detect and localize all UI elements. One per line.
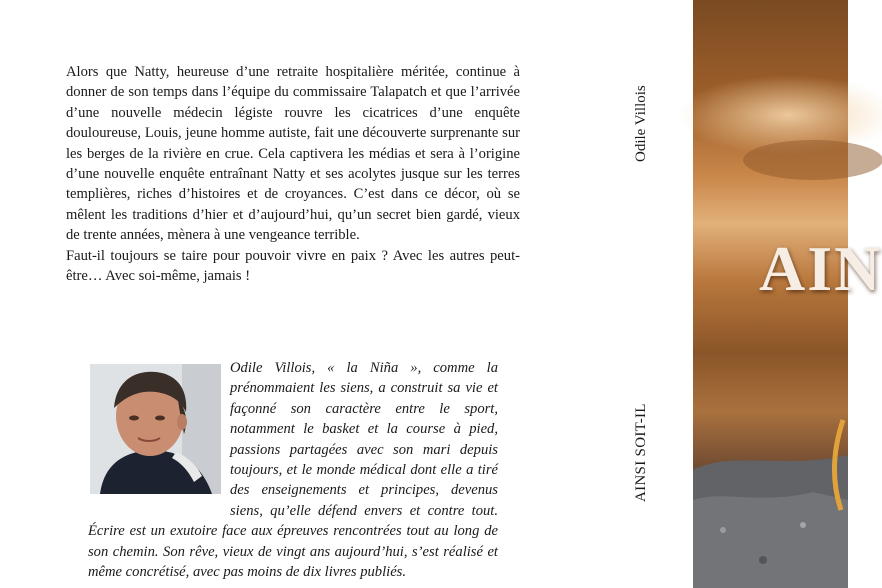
book-spine <box>600 0 693 588</box>
spine-author-text: Odile Villois <box>633 85 649 162</box>
front-cover-title: AIN <box>759 233 882 304</box>
photo-wrap-space <box>88 358 230 502</box>
blurb-paragraph-2: Faut-il toujours se taire pour pouvoir vivre en paix ? Avec les autres peut-être… Avec soi-même, jamais ! <box>66 247 520 285</box>
blurb-paragraph-1: Alors que Natty, heureuse d’une retraite hospitalière méritée, continue à donner de son temps dans l’équipe du commissaire Talapatch et que l’arrivée d’une nouvelle médecin légiste rouvre les cicatrices d’une enquête douloureuse, Louis, jeune homme autiste, fait une découverte surprenante sur les berges de la rivière en crue. Cela captivera les médias et sera à l’origine d’une nouvelle enquête entraînant Natty et ses acolytes jusque sur les terres templières, riches d’histoires et de croyances. C’est dans ce décor, où se mêlent les traditions d’hier et d’aujourd’hui, qu’un secret bien gardé, vieux de trente années, mènera à une vengeance terrible. <box>66 64 520 244</box>
spine-title-text: AINSI SOIT-IL <box>633 403 649 502</box>
author-biography <box>88 358 498 582</box>
front-cover <box>693 0 882 588</box>
book-blurb <box>66 62 520 286</box>
author-bio-text: Odile Villois, « la Niña », comme la prénommaient les siens, a construit sa vie et façonné son caractère entre le sport, notamment le basket et la course à pied, passions partagées avec son mari depuis toujours, et le monde médical dont elle a tiré des enseignements et principes, devenus siens, qu’elle défend envers et contre tout. Écrire est un exutoire face aux épreuves rencontrées tout au long de son chemin. Son rêve, vieux de vingt ans aujourd’hui, s’est réalisé et même concrétisé, avec pas moins de dix livres publiés. <box>88 360 498 581</box>
